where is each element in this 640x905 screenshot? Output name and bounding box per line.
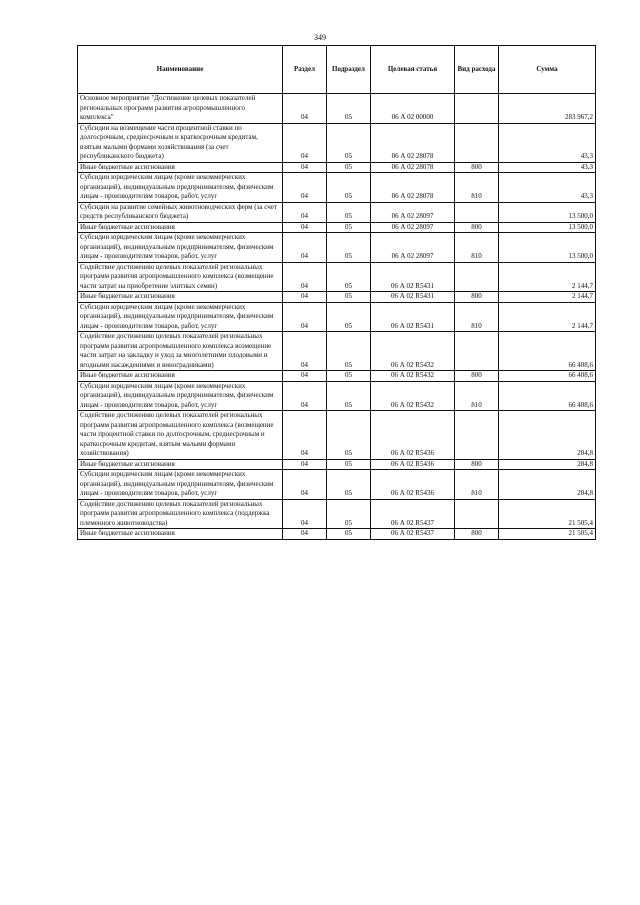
cell-subsection: 05 [327,202,371,222]
cell-name: Субсидии юридическим лицам (кроме некоммерческих организаций), индивидуальным предпринимателям, физическим лицам - производителям товаров, работ, услуг [78,381,283,411]
cell-article: 06 А 02 28078 [371,173,455,203]
table-row [78,529,596,540]
cell-subsection: 05 [327,499,371,529]
cell-article: 06 А 02 R5437 [371,529,455,540]
cell-amount: 21 505,4 [499,529,596,540]
cell-subsection: 05 [327,371,371,382]
table-header-row [78,46,596,94]
cell-subsection: 05 [327,459,371,470]
cell-expense-type: 800 [455,529,499,540]
table-row [78,332,596,371]
budget-table [77,45,596,540]
cell-section: 04 [283,94,327,124]
cell-amount: 2 144,7 [499,302,596,332]
column-header-amount: Сумма [499,46,596,94]
column-header-name: Наименование [78,46,283,94]
cell-subsection: 05 [327,162,371,173]
cell-name: Субсидии юридическим лицам (кроме некоммерческих организаций), индивидуальным предпринимателям, физическим лицам - производителям товаров, работ, услуг [78,173,283,203]
cell-section: 04 [283,499,327,529]
cell-name: Субсидии юридическим лицам (кроме некоммерческих организаций), индивидуальным предпринимателям, физическим лицам - производителям товаров, работ, услуг [78,233,283,263]
cell-name: Иные бюджетные ассигнования [78,371,283,382]
cell-subsection: 05 [327,332,371,371]
table-row [78,381,596,411]
cell-name: Иные бюджетные ассигнования [78,529,283,540]
cell-amount: 21 505,4 [499,499,596,529]
cell-subsection: 05 [327,173,371,203]
cell-name: Иные бюджетные ассигнования [78,292,283,303]
cell-article: 06 А 02 R5432 [371,332,455,371]
page-number: 349 [314,33,326,42]
cell-name: Содействие достижению целевых показателей региональных программ развития агропромышленного комплекса (возмещение части процентной ставки по долгосрочным, среднесрочным и краткосрочным кредитам, взятым малыми формами хозяйствования) [78,411,283,460]
cell-amount: 13 500,0 [499,233,596,263]
table-row [78,162,596,173]
cell-section: 04 [283,173,327,203]
cell-amount: 43,3 [499,162,596,173]
cell-amount: 66 408,6 [499,332,596,371]
cell-name: Содействие достижению целевых показателей региональных программ развития агропромышленного комплекса (поддержка племенного животноводства) [78,499,283,529]
cell-expense-type: 810 [455,173,499,203]
column-header-subsection: Подраздел [327,46,371,94]
cell-article: 06 А 02 28078 [371,123,455,162]
cell-article: 06 А 02 R5436 [371,411,455,460]
cell-article: 06 А 02 R5432 [371,381,455,411]
cell-article: 06 А 02 28097 [371,222,455,233]
cell-name: Содействие достижению целевых показателей региональных программ развития агропромышленного комплекса (возмещение части затрат на приобретение элитных семян) [78,262,283,292]
column-header-article: Целевая статья [371,46,455,94]
cell-article: 06 А 02 R5431 [371,302,455,332]
cell-article: 06 А 02 R5431 [371,262,455,292]
cell-name: Иные бюджетные ассигнования [78,459,283,470]
cell-expense-type [455,202,499,222]
table-row [78,94,596,124]
cell-subsection: 05 [327,233,371,263]
cell-expense-type [455,94,499,124]
cell-amount: 2 144,7 [499,292,596,303]
cell-amount: 13 500,0 [499,222,596,233]
cell-expense-type: 800 [455,459,499,470]
cell-subsection: 05 [327,292,371,303]
cell-expense-type: 810 [455,233,499,263]
cell-name: Субсидии юридическим лицам (кроме некоммерческих организаций), индивидуальным предпринимателям, физическим лицам - производителям товаров, работ, услуг [78,302,283,332]
cell-article: 06 А 02 R5431 [371,292,455,303]
table-row [78,411,596,460]
table-row [78,222,596,233]
cell-amount: 284,8 [499,470,596,500]
cell-section: 04 [283,411,327,460]
cell-expense-type: 810 [455,470,499,500]
cell-article: 06 А 02 00000 [371,94,455,124]
cell-section: 04 [283,292,327,303]
cell-section: 04 [283,262,327,292]
cell-expense-type: 800 [455,292,499,303]
column-header-section: Раздел [283,46,327,94]
cell-section: 04 [283,162,327,173]
cell-subsection: 05 [327,470,371,500]
table-row [78,470,596,500]
cell-article: 06 А 02 R5436 [371,459,455,470]
cell-article: 06 А 02 R5436 [371,470,455,500]
cell-article: 06 А 02 28078 [371,162,455,173]
table-row [78,173,596,203]
cell-subsection: 05 [327,381,371,411]
cell-section: 04 [283,470,327,500]
cell-subsection: 05 [327,123,371,162]
cell-amount: 284,8 [499,411,596,460]
cell-section: 04 [283,222,327,233]
cell-expense-type [455,411,499,460]
cell-amount: 66 408,6 [499,371,596,382]
cell-article: 06 А 02 28097 [371,202,455,222]
cell-name: Основное мероприятие "Достижение целевых показателей региональных программ развития агропромышленного комплекса" [78,94,283,124]
cell-subsection: 05 [327,262,371,292]
cell-article: 06 А 02 R5437 [371,499,455,529]
cell-name: Иные бюджетные ассигнования [78,222,283,233]
cell-expense-type: 810 [455,381,499,411]
cell-expense-type [455,262,499,292]
cell-expense-type [455,499,499,529]
cell-expense-type [455,123,499,162]
column-header-expense-type: Вид расхода [455,46,499,94]
cell-subsection: 05 [327,529,371,540]
cell-subsection: 05 [327,222,371,233]
table-row [78,233,596,263]
cell-expense-type: 800 [455,162,499,173]
cell-section: 04 [283,332,327,371]
cell-expense-type: 800 [455,222,499,233]
cell-section: 04 [283,381,327,411]
cell-name: Субсидии на возмещение части процентной ставки по долгосрочным, среднесрочным и краткосрочным кредитам, взятым малыми формами хозяйствования (за счет республиканского бюджета) [78,123,283,162]
table-row [78,499,596,529]
cell-subsection: 05 [327,302,371,332]
table-row [78,123,596,162]
cell-amount: 43,3 [499,173,596,203]
cell-amount: 2 144,7 [499,262,596,292]
cell-amount: 13 500,0 [499,202,596,222]
cell-article: 06 А 02 R5432 [371,371,455,382]
cell-section: 04 [283,459,327,470]
table-row [78,202,596,222]
cell-subsection: 05 [327,411,371,460]
cell-name: Содействие достижению целевых показателей региональных программ развития агропромышленного комплекса возмещение части затрат на закладку и уход за многолетними плодовыми и ягодными насаждениями и виноградниками) [78,332,283,371]
cell-expense-type: 810 [455,302,499,332]
cell-name: Иные бюджетные ассигнования [78,162,283,173]
cell-amount: 66 408,6 [499,381,596,411]
cell-section: 04 [283,371,327,382]
cell-expense-type [455,332,499,371]
cell-section: 04 [283,202,327,222]
cell-section: 04 [283,233,327,263]
cell-article: 06 А 02 28097 [371,233,455,263]
cell-section: 04 [283,123,327,162]
cell-name: Субсидии юридическим лицам (кроме некоммерческих организаций), индивидуальным предпринимателям, физическим лицам - производителям товаров, работ, услуг [78,470,283,500]
table-row [78,459,596,470]
cell-section: 04 [283,529,327,540]
table-row [78,292,596,303]
cell-section: 04 [283,302,327,332]
cell-subsection: 05 [327,94,371,124]
cell-amount: 283 967,2 [499,94,596,124]
cell-expense-type: 800 [455,371,499,382]
cell-amount: 43,3 [499,123,596,162]
table-row [78,371,596,382]
cell-name: Субсидии на развитие семейных животноводческих ферм (за счет средств республиканского бюджета) [78,202,283,222]
table-row [78,302,596,332]
table-row [78,262,596,292]
cell-amount: 284,8 [499,459,596,470]
